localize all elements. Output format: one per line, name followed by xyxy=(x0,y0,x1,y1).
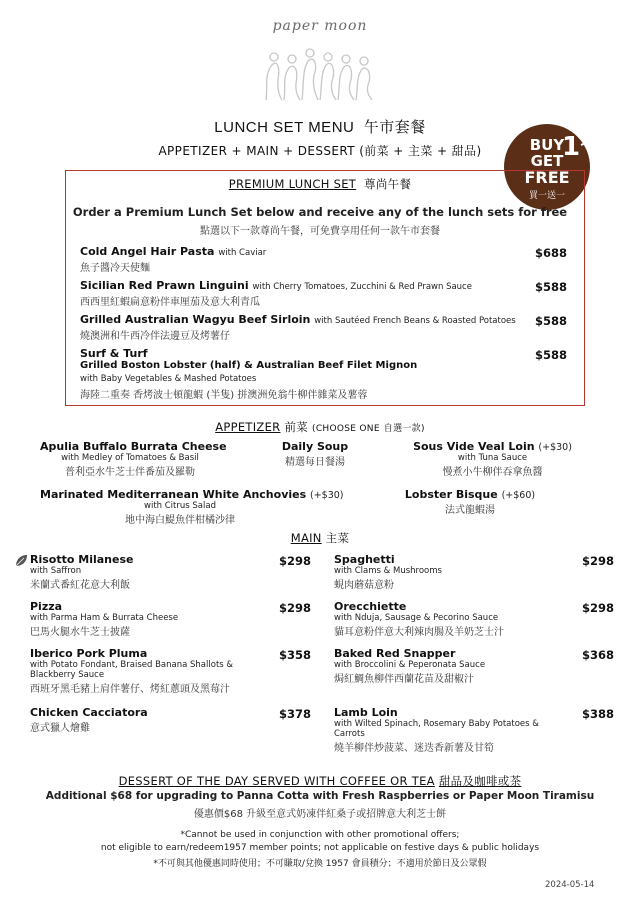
item-cn: 西西里紅蝦扁意粉伴車厘茄及意大利青瓜 xyxy=(80,297,260,308)
badge-get: GET xyxy=(530,152,564,170)
item-surcharge: (+$60) xyxy=(501,490,536,501)
item-cn: 巴馬火腿水牛芝士披薩 xyxy=(30,627,130,638)
item-cn: 蜆肉蘑菇意粉 xyxy=(334,580,394,591)
item-price: $298 xyxy=(582,554,615,568)
item-name: Pizza xyxy=(30,600,63,613)
item-cn: 精選每日餐湯 xyxy=(285,457,345,468)
item-desc: with Parma Ham & Burrata Cheese xyxy=(30,613,179,623)
appetizer-heading-en: APPETIZER xyxy=(215,420,281,434)
item-name: Marinated Mediterranean White Anchovies xyxy=(40,488,307,501)
item-price: $588 xyxy=(535,314,568,328)
item-name: Lobster Bisque xyxy=(404,488,498,501)
premium-item xyxy=(80,313,516,326)
footer-note-cn: *不可與其他優惠同時使用；不可賺取/兌換 1957 會員積分；不適用於節日及公眾假 xyxy=(153,859,487,869)
item-cn: 海陸二重奏 香烤波士頓龍蝦 (半隻) 拼澳洲免翁牛柳伴雜菜及薯蓉 xyxy=(80,390,368,401)
appetizer-heading xyxy=(0,419,640,435)
menu-date: 2024-05-14 xyxy=(545,880,595,890)
item-name: Sous Vide Veal Loin xyxy=(413,440,535,453)
footer-note-2: not eligible to earn/redeem1957 member points; not applicable on festive days & public holidays xyxy=(100,843,540,853)
badge-one: 1* xyxy=(562,132,594,162)
item-desc: with Saffron xyxy=(30,566,82,576)
main-item xyxy=(30,553,275,591)
restaurant-logo-silhouette xyxy=(258,45,382,103)
badge-free: FREE xyxy=(524,168,570,187)
menu-title-en: LUNCH SET MENU xyxy=(214,119,355,136)
item-name: Lamb Loin xyxy=(334,706,398,719)
item-price: $298 xyxy=(279,601,312,615)
item-surcharge: (+$30) xyxy=(310,490,344,501)
item-cn: 慢煮小牛柳伴吞拿魚醬 xyxy=(442,467,543,478)
item-desc: with Citrus Salad xyxy=(144,501,216,511)
appetizer-choose: (CHOOSE ONE xyxy=(312,424,380,434)
premium-heading-cn: 尊尚午餐 xyxy=(364,177,412,191)
item-name: Risotto Milanese xyxy=(30,553,134,566)
item-price: $298 xyxy=(279,554,312,568)
item-cn: 米蘭式番紅花意大利飯 xyxy=(30,580,130,591)
menu-title-cn: 午市套餐 xyxy=(363,119,426,136)
main-item xyxy=(334,600,574,638)
item-line2: Grilled Boston Lobster (half) & Australian Beef Filet Mignon xyxy=(80,360,418,371)
appetizer-heading-cn: 前菜 xyxy=(284,420,309,434)
main-item xyxy=(334,553,564,591)
item-price: $688 xyxy=(535,246,568,260)
item-cn: 燒澳洲和牛西冷伴法邊豆及烤薯仔 xyxy=(80,331,230,342)
item-desc: with Medley of Tomatoes & Basil xyxy=(61,453,199,463)
item-name: Sicilian Red Prawn Linguini xyxy=(80,279,249,292)
leaf-icon xyxy=(14,554,28,568)
appetizer-item xyxy=(380,488,560,516)
main-item xyxy=(334,706,574,754)
appetizer-item xyxy=(240,440,390,468)
item-cn: 貓耳意粉伴意大利辣肉腸及羊奶芝士汁 xyxy=(334,627,504,638)
item-name: Grilled Australian Wagyu Beef Sirloin xyxy=(80,313,311,326)
item-name: Iberico Pork Pluma xyxy=(30,647,148,660)
item-name: Surf & Turf xyxy=(80,347,148,360)
brand-logo-text: paper moon xyxy=(272,18,368,34)
item-name: Apulia Buffalo Burrata Cheese xyxy=(40,440,227,453)
item-price: $588 xyxy=(535,348,568,362)
item-price: $388 xyxy=(582,707,615,721)
item-price: $378 xyxy=(279,707,312,721)
item-price: $358 xyxy=(279,648,312,662)
footer-note-1: *Cannot be used in conjunction with other promotional offers; xyxy=(180,830,460,840)
badge-cn: 買一送一 xyxy=(528,191,565,201)
item-name: Chicken Cacciatora xyxy=(30,706,148,719)
premium-intro-cn: 點選以下一款尊尚午餐，可免費享用任何一款午市套餐 xyxy=(200,226,440,237)
item-desc: with Sautéed French Beans & Roasted Potatoes xyxy=(314,316,516,326)
premium-heading-en: PREMIUM LUNCH SET xyxy=(228,177,357,191)
item-surcharge: (+$30) xyxy=(538,442,572,453)
item-cn: 燒羊柳伴炒菠菜、迷迭香新薯及甘筍 xyxy=(334,743,494,754)
item-desc: with Baby Vegetables & Mashed Potatoes xyxy=(80,374,257,384)
item-desc: with Clams & Mushrooms xyxy=(334,566,442,576)
item-desc: with Potato Fondant, Braised Banana Shallots & xyxy=(30,660,234,670)
badge-buy: BUY xyxy=(529,136,565,154)
item-desc: with Caviar xyxy=(218,248,267,258)
item-desc: with Wilted Spinach, Rosemary Baby Potatoes & xyxy=(334,719,539,729)
main-item xyxy=(30,600,275,638)
premium-intro-en: Order a Premium Lunch Set below and receive any of the lunch sets for free xyxy=(72,205,568,219)
appetizer-item xyxy=(40,440,227,478)
item-name-row xyxy=(380,488,560,501)
item-cn: 地中海白鯷魚伴柑橘沙律 xyxy=(125,515,235,526)
item-name: Spaghetti xyxy=(334,553,395,566)
item-name: Orecchiette xyxy=(334,600,407,613)
dessert-heading-cn: 甜品及咖啡或茶 xyxy=(438,774,522,788)
appetizer-item xyxy=(40,488,344,526)
dessert-heading-en: DESSERT OF THE DAY SERVED WITH COFFEE OR TEA xyxy=(118,774,435,788)
item-price: $588 xyxy=(535,280,568,294)
item-cn: 法式龍蝦湯 xyxy=(445,505,495,516)
item-desc-cont: Blackberry Sauce xyxy=(30,670,105,680)
item-name: Cold Angel Hair Pasta xyxy=(80,245,215,258)
item-cn: 西班牙黑毛豬上肩伴薯仔、烤紅蔥頭及黑莓汁 xyxy=(30,684,230,695)
item-desc: with Cherry Tomatoes, Zucchini & Red Prawn Sauce xyxy=(252,282,472,292)
main-heading xyxy=(0,530,640,546)
main-item xyxy=(334,647,574,685)
premium-item xyxy=(80,279,472,292)
appetizer-choose-cn: 自選一款) xyxy=(383,424,425,434)
item-price: $298 xyxy=(582,601,615,615)
appetizer-item xyxy=(405,440,580,478)
main-item xyxy=(30,647,275,695)
dessert-heading xyxy=(0,773,640,789)
item-name-row xyxy=(40,488,344,501)
item-desc: with Tuna Sauce xyxy=(457,453,528,463)
item-price: $368 xyxy=(582,648,615,662)
item-desc: with Broccolini & Peperonata Sauce xyxy=(334,660,486,670)
main-heading-cn: 主菜 xyxy=(325,531,350,545)
item-cn: 普利亞水牛芝士伴番茄及羅勒 xyxy=(65,467,195,478)
premium-item xyxy=(80,245,266,258)
dessert-upgrade-cn: 優惠價$68 升級至意式奶凍伴紅桑子或招牌意大利芝士餅 xyxy=(193,809,447,820)
item-desc-cont: Carrots xyxy=(334,729,365,739)
item-name: Baked Red Snapper xyxy=(334,647,456,660)
dessert-upgrade-en: Additional $68 for upgrading to Panna Cotta with Fresh Raspberries or Paper Moon Tiramisu xyxy=(45,790,595,802)
menu-subtitle: APPETIZER + MAIN + DESSERT (前菜 + 主菜 + 甜品) xyxy=(158,144,482,158)
item-cn: 焗紅鯛魚柳伴西蘭花苗及甜椒汁 xyxy=(334,674,474,685)
item-desc: with Nduja, Sausage & Pecorino Sauce xyxy=(334,613,499,623)
item-name: Daily Soup xyxy=(281,440,349,453)
item-cn: 魚子醬冷天使麵 xyxy=(80,263,150,274)
main-heading-en: MAIN xyxy=(290,531,322,545)
main-item xyxy=(30,706,275,734)
item-cn: 意式獵人燴雞 xyxy=(30,723,90,734)
premium-heading xyxy=(0,176,640,192)
item-name-row xyxy=(405,440,580,453)
